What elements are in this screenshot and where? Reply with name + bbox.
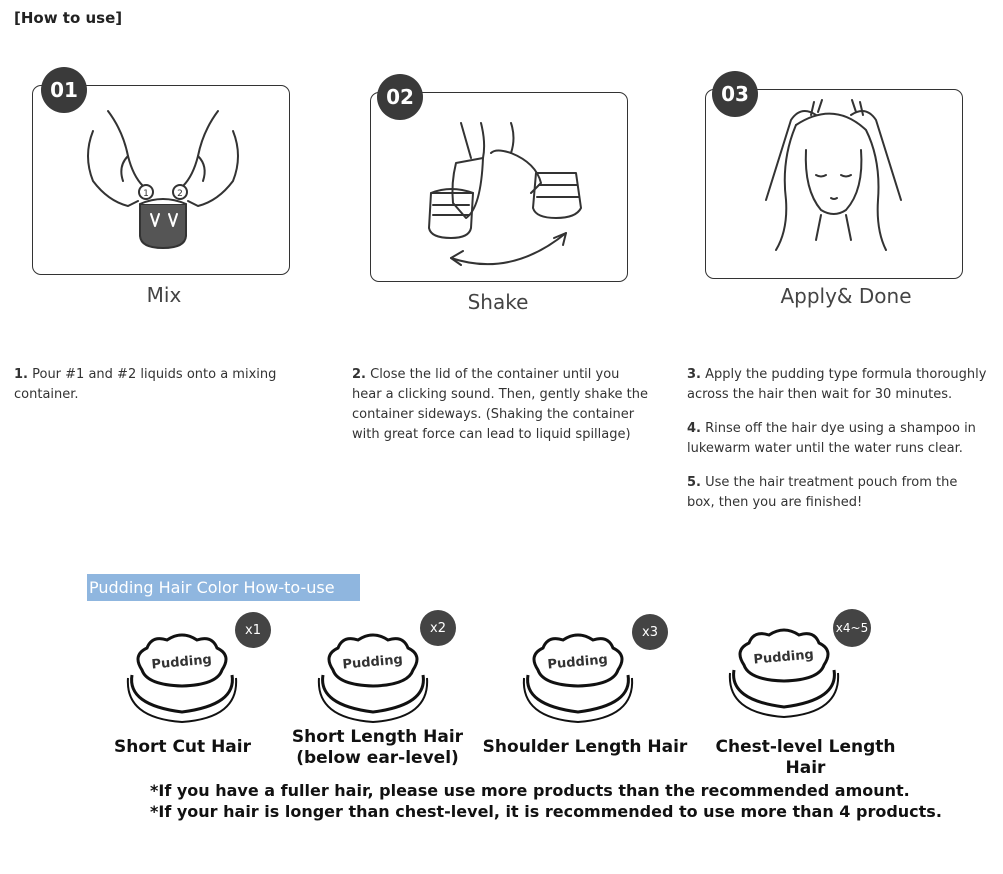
step-2-panel [370, 92, 628, 282]
usage-label-1: Short Cut Hair [114, 737, 251, 757]
instruction-3: 3. Apply the pudding type formula thoroughly across the hair then wait for 30 minutes. [687, 367, 987, 402]
usage-multiplier-2: x2 [420, 610, 456, 646]
pudding-cup-icon [313, 630, 433, 730]
instruction-column-2 [352, 365, 652, 459]
step-2-label: Shake [467, 290, 529, 314]
usage-cup-4 [724, 625, 844, 729]
pudding-cup-icon [724, 625, 844, 725]
usage-cup-1 [122, 630, 242, 734]
instruction-2: 2. Close the lid of the container until you hear a clicking sound. Then, gently shake the container sideways. (Shaking the container with great force can lead to liquid spillage) [352, 367, 648, 442]
svg-text:Pudding: Pudding [752, 647, 815, 668]
instruction-1: 1. Pour #1 and #2 liquids onto a mixing container. [14, 367, 277, 402]
note-2: *If your hair is longer than chest-level, it is recommended to use more than 4 products. [150, 802, 942, 821]
step-1-label: Mix [146, 283, 182, 307]
shake-illustration [371, 93, 627, 281]
svg-text:Pudding: Pudding [341, 652, 404, 673]
instruction-column-3 [687, 365, 987, 527]
svg-text:Pudding: Pudding [150, 652, 213, 673]
usage-multiplier-1: x1 [235, 612, 271, 648]
svg-text:Pudding: Pudding [546, 652, 609, 673]
instruction-5: 5. Use the hair treatment pouch from the box, then you are finished! [687, 475, 958, 510]
page-heading: [How to use] [14, 9, 123, 27]
instruction-4: 4. Rinse off the hair dye using a shampoo in lukewarm water until the water runs clear. [687, 421, 976, 456]
usage-cup-2 [313, 630, 433, 734]
apply-illustration [706, 90, 962, 278]
step-3-panel [705, 89, 963, 279]
usage-label-3: Shoulder Length Hair [482, 737, 688, 757]
usage-multiplier-4: x4~5 [833, 609, 871, 647]
pudding-cup-icon [518, 630, 638, 730]
mix-illustration [33, 86, 289, 274]
svg-text:1: 1 [143, 189, 149, 199]
note-1: *If you have a fuller hair, please use more products than the recommended amount. [150, 781, 910, 800]
step-1-panel [32, 85, 290, 275]
usage-label-4: Chest-level Length Hair [715, 737, 896, 778]
step-3-label: Apply& Done [780, 284, 912, 308]
step-3-badge: 03 [712, 71, 758, 117]
pudding-cup-icon [122, 630, 242, 730]
usage-label-2: Short Length Hair (below ear-level) [291, 727, 464, 768]
step-1-badge: 01 [41, 67, 87, 113]
usage-multiplier-3: x3 [632, 614, 668, 650]
section-title-banner: Pudding Hair Color How-to-use [87, 574, 360, 601]
svg-text:2: 2 [177, 189, 183, 199]
step-2-badge: 02 [377, 74, 423, 120]
usage-cup-3 [518, 630, 638, 734]
instruction-column-1 [14, 365, 284, 419]
